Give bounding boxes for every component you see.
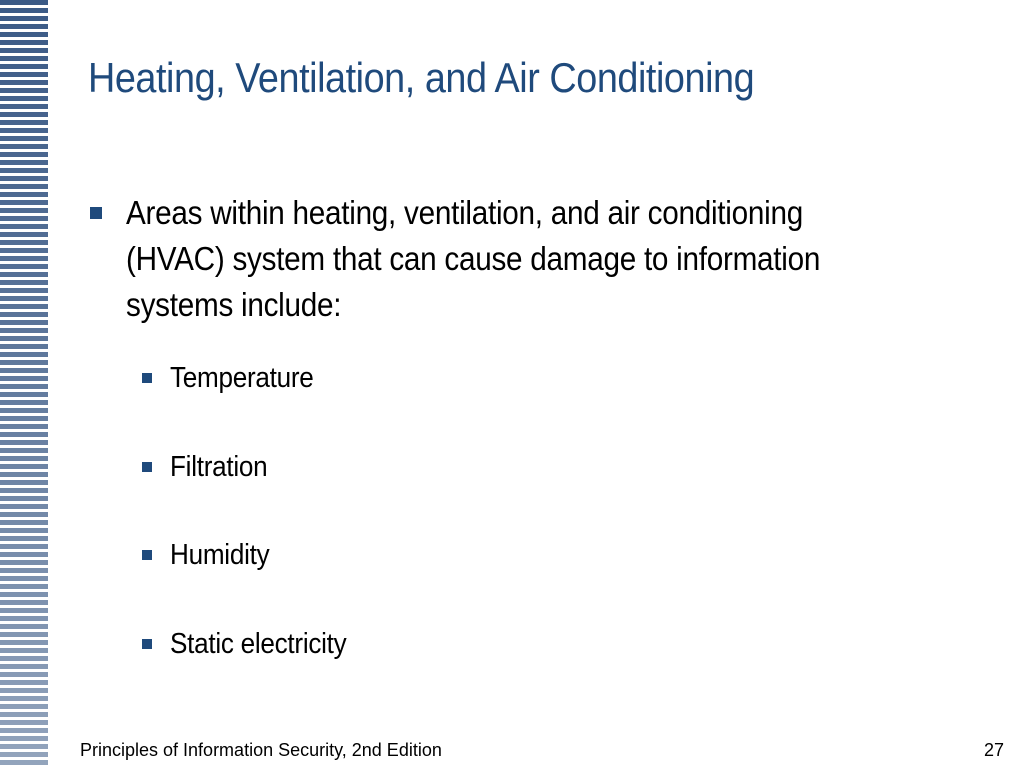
square-bullet-icon <box>142 639 152 649</box>
square-bullet-icon <box>142 373 152 383</box>
sub-bullet-item <box>142 535 950 575</box>
sub-bullet-list <box>90 358 950 664</box>
sub-bullet-text: Static electricity <box>170 627 347 660</box>
slide-title: Heating, Ventilation, and Air Conditioning <box>88 54 755 101</box>
sub-bullet-text: Temperature <box>170 362 314 394</box>
square-bullet-icon <box>142 462 152 472</box>
side-stripe-decoration <box>0 0 48 768</box>
sub-bullet-item <box>142 358 950 398</box>
main-bullet <box>90 190 950 328</box>
footer-book-title: Principles of Information Security, 2nd Edition <box>80 740 442 760</box>
slide-content <box>90 190 950 712</box>
square-bullet-icon <box>142 550 152 560</box>
square-bullet-icon <box>90 207 102 219</box>
sub-bullet-text: Humidity <box>170 539 270 571</box>
sub-bullet-item <box>142 624 950 664</box>
footer-page-number: 27 <box>983 740 1004 760</box>
main-bullet-line: (HVAC) system that can cause damage to information <box>126 240 821 277</box>
sub-bullet-text: Filtration <box>170 450 268 483</box>
main-bullet-line: Areas within heating, ventilation, and air conditioning <box>126 194 803 231</box>
sub-bullet-item <box>142 447 950 487</box>
main-bullet-line: systems include: <box>126 286 342 323</box>
